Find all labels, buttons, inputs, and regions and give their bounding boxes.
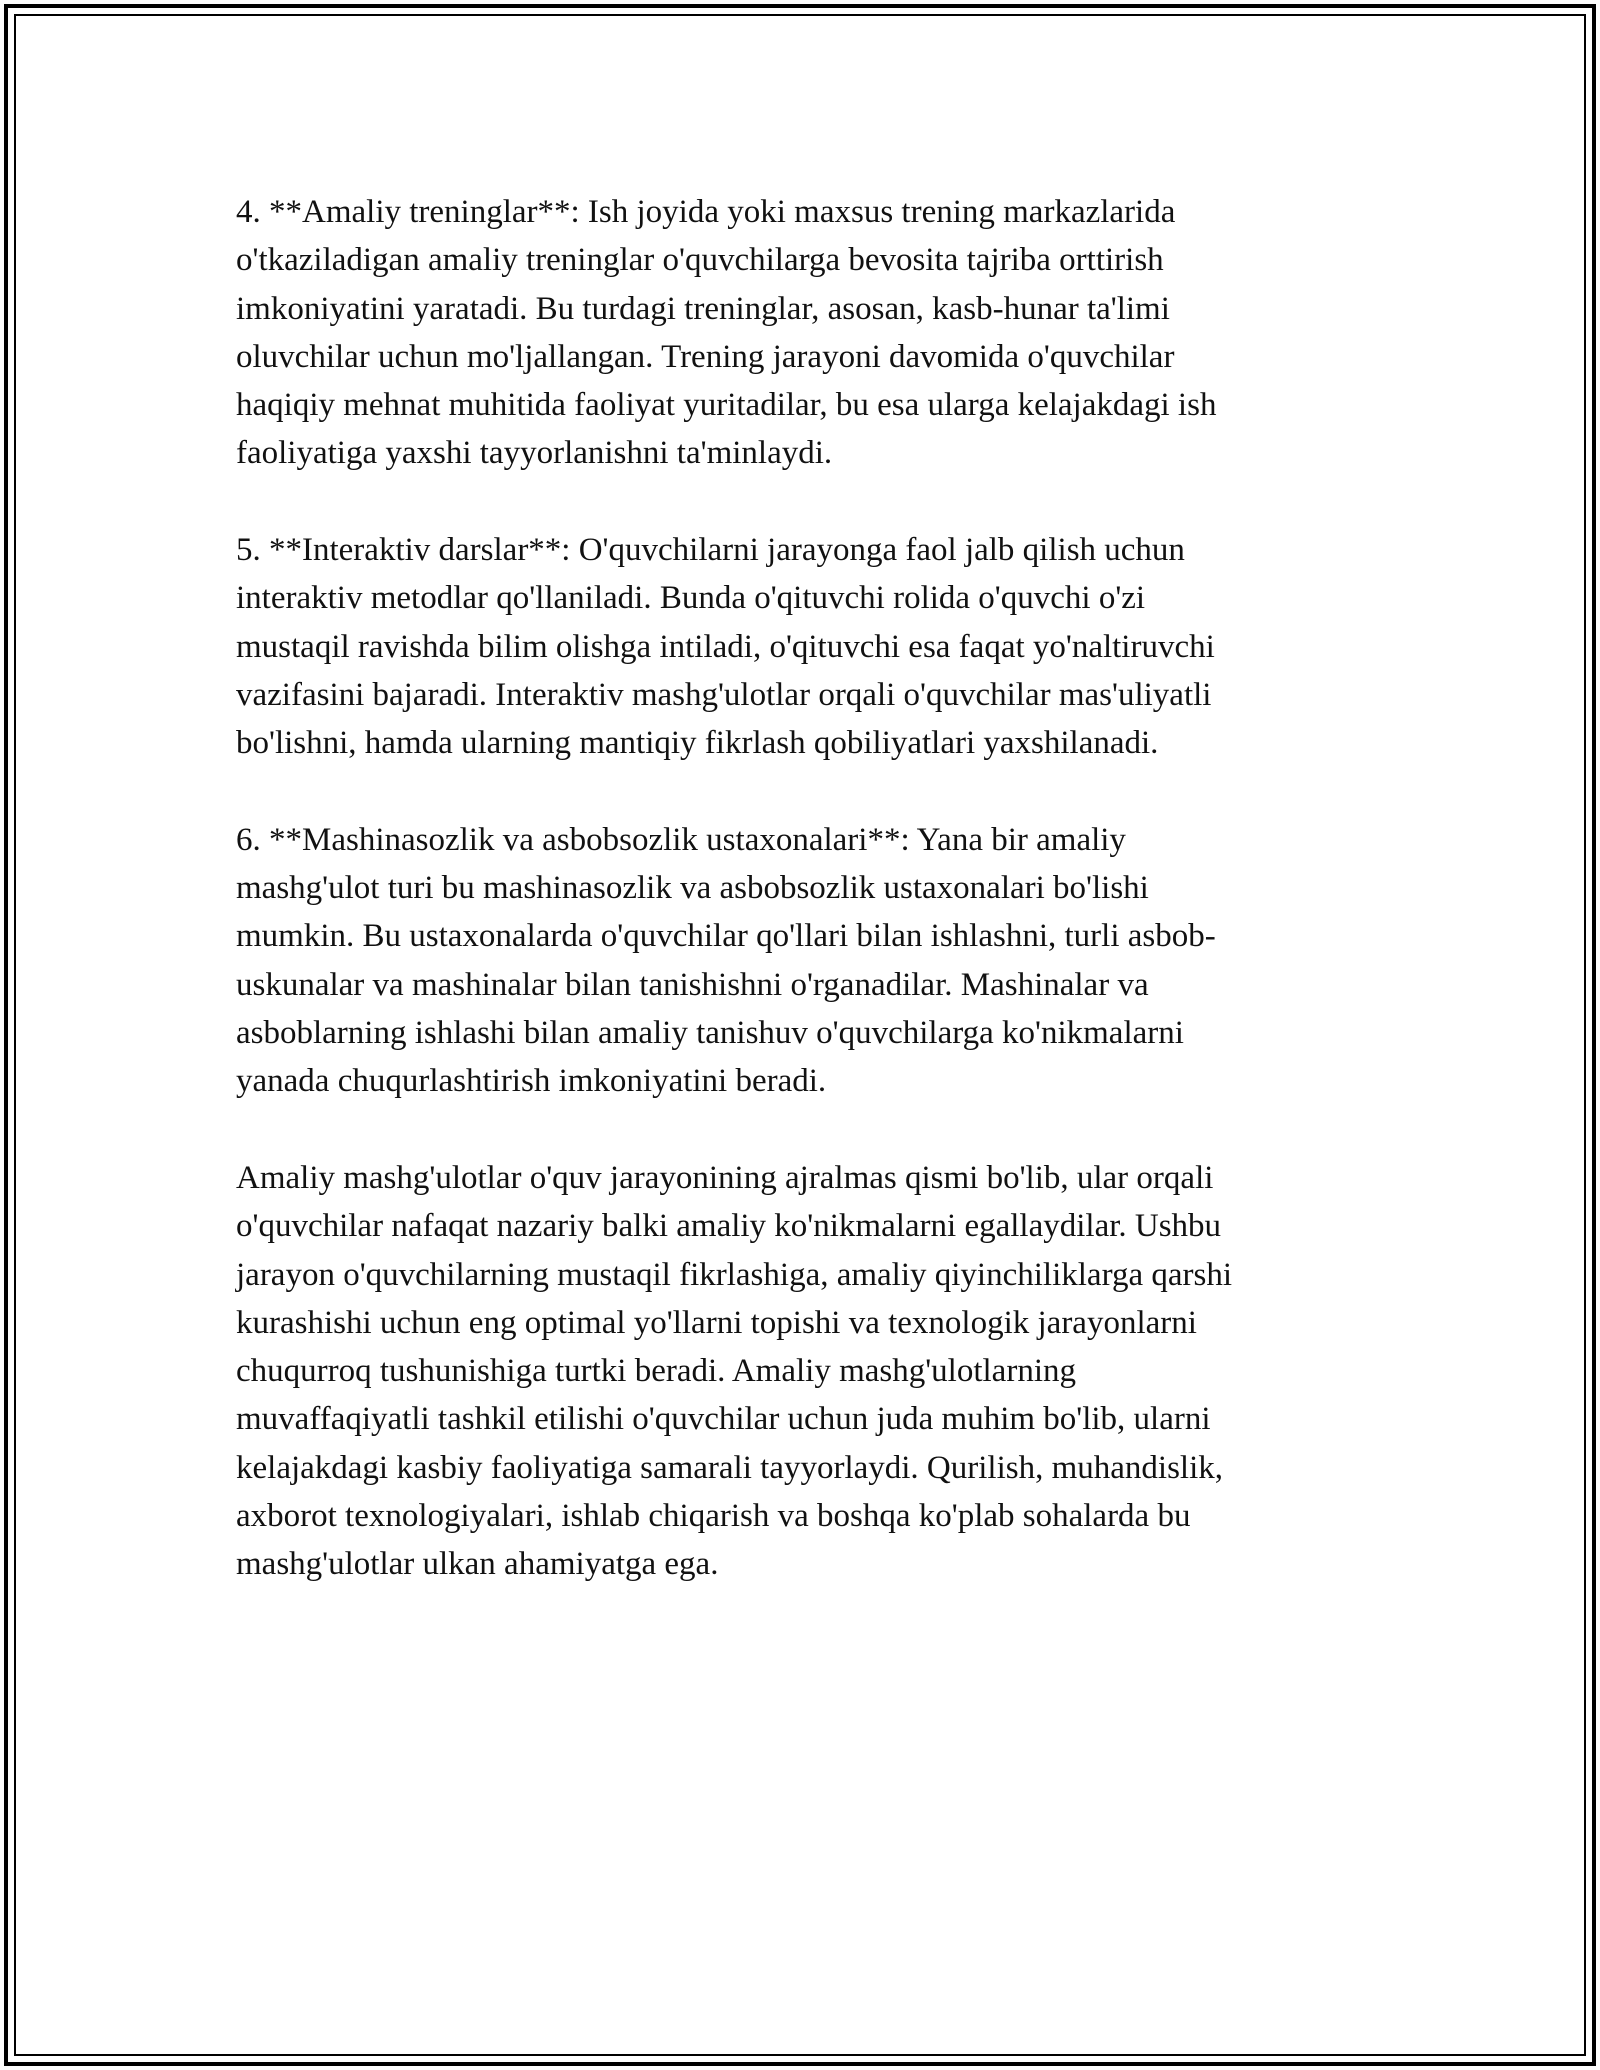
text-line: faoliyatiga yaxshi tayyorlanishni ta'minlaydi.	[236, 435, 833, 472]
text-line: uskunalar va mashinalar bilan tanishishni o'rganadilar. Mashinalar va	[236, 966, 1149, 1003]
text-line: yanada chuqurlashtirish imkoniyatini beradi.	[236, 1063, 827, 1100]
document-body	[236, 188, 1366, 1589]
text-line: asboblarning ishlashi bilan amaliy tanishuv o'quvchilarga ko'nikmalarni	[236, 1015, 1184, 1052]
text-line: 5. **Interaktiv darslar**: O'quvchilarni jarayonga faol jalb qilish uchun	[236, 532, 1185, 569]
text-line: o'tkaziladigan amaliy treninglar o'quvchilarga bevosita tajriba orttirish	[236, 242, 1164, 279]
text-line: mashg'ulotlar ulkan ahamiyatga ega.	[236, 1546, 719, 1583]
text-line: chuqurroq tushunishiga turtki beradi. Amaliy mashg'ulotlarning	[236, 1353, 1076, 1390]
paragraph-amaliy-treninglar	[236, 188, 1366, 478]
text-line: jarayon o'quvchilarning mustaqil fikrlashiga, amaliy qiyinchiliklarga qarshi	[236, 1256, 1233, 1293]
text-line: imkoniyatini yaratadi. Bu turdagi treninglar, asosan, kasb-hunar ta'limi	[236, 290, 1170, 327]
paragraph-ustaxonalar	[236, 816, 1366, 1106]
text-line: 6. **Mashinasozlik va asbobsozlik ustaxonalari**: Yana bir amaliy	[236, 821, 1126, 858]
text-line: axborot texnologiyalari, ishlab chiqarish va boshqa ko'plab sohalarda bu	[236, 1498, 1191, 1535]
text-line: oluvchilar uchun mo'ljallangan. Trening jarayoni davomida o'quvchilar	[236, 338, 1175, 375]
text-line: kurashishi uchun eng optimal yo'llarni topishi va texnologik jarayonlarni	[236, 1304, 1197, 1341]
text-line: o'quvchilar nafaqat nazariy balki amaliy ko'nikmalarni egallaydilar. Ushbu	[236, 1208, 1222, 1245]
text-line: vazifasini bajaradi. Interaktiv mashg'ulotlar orqali o'quvchilar mas'uliyatli	[236, 676, 1212, 713]
text-line: muvaffaqiyatli tashkil etilishi o'quvchilar uchun juda muhim bo'lib, ularni	[236, 1401, 1211, 1438]
text-line: kelajakdagi kasbiy faoliyatiga samarali tayyorlaydi. Qurilish, muhandislik,	[236, 1449, 1224, 1486]
paragraph-conclusion	[236, 1154, 1366, 1589]
text-line: interaktiv metodlar qo'llaniladi. Bunda o'qituvchi rolida o'quvchi o'zi	[236, 580, 1146, 617]
text-line: bo'lishni, hamda ularning mantiqiy fikrlash qobiliyatlari yaxshilanadi.	[236, 725, 1159, 762]
text-line: mashg'ulot turi bu mashinasozlik va asbobsozlik ustaxonalari bo'lishi	[236, 870, 1149, 907]
text-line: 4. **Amaliy treninglar**: Ish joyida yoki maxsus trening markazlarida	[236, 194, 1176, 230]
text-line: mumkin. Bu ustaxonalarda o'quvchilar qo'llari bilan ishlashni, turli asbob-	[236, 918, 1216, 955]
text-line: mustaqil ravishda bilim olishga intiladi, o'qituvchi esa faqat yo'naltiruvchi	[236, 628, 1215, 665]
paragraph-interaktiv-darslar	[236, 526, 1366, 767]
text-line: haqiqiy mehnat muhitida faoliyat yuritadilar, bu esa ularga kelajakdagi ish	[236, 387, 1217, 424]
text-line: Amaliy mashg'ulotlar o'quv jarayonining ajralmas qismi bo'lib, ular orqali	[236, 1159, 1214, 1196]
